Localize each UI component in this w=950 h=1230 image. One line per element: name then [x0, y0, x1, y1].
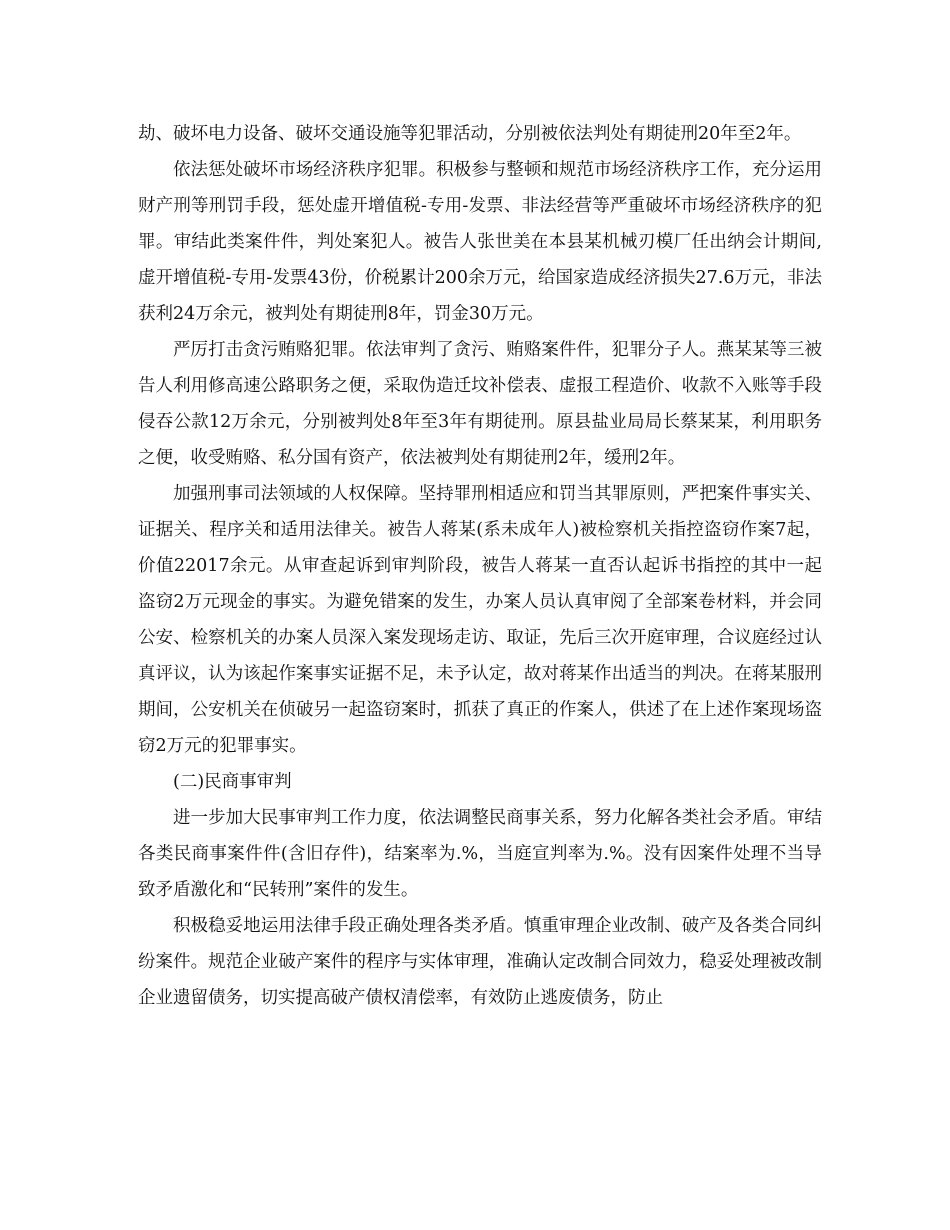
paragraph-market-order: 依法惩处破坏市场经济秩序犯罪。积极参与整顿和规范市场经济秩序工作，充分运用财产刑等刑罚手段，惩处虚开增值税-专用-发票、非法经营等严重破坏市场经济秩序的犯罪。审结此类案件件，判处案犯人。被告人张世美在本县某机械刃模厂任出纳会计期间,虚开增值税-专用-发票43份，价税累计200余万元，给国家造成经济损失27.6万元，非法获利24万余元，被判处有期徒刑8年，罚金30万元。 — [138, 160, 822, 324]
section-heading-civil-commercial: (二)民商事审判 — [173, 772, 292, 792]
document-body — [138, 116, 822, 1016]
paragraph-civil-trial: 进一步加大民事审判工作力度，依法调整民商事关系，努力化解各类社会矛盾。审结各类民商事案件件(含旧存件)，结案率为.%，当庭宣判率为.%。没有因案件处理不当导致矛盾激化和“民转刑”案件的发生。 — [138, 808, 822, 900]
paragraph-legal-means: 积极稳妥地运用法律手段正确处理各类矛盾。慎重审理企业改制、破产及各类合同纠纷案件。规范企业破产案件的程序与实体审理，准确认定改制合同效力，稳妥处理被改制企业遗留债务，切实提高破产债权清偿率，有效防止逃废债务，防止 — [138, 916, 822, 1008]
paragraph-continuation: 劫、破坏电力设备、破坏交通设施等犯罪活动，分别被依法判处有期徒刑20年至2年。 — [138, 124, 802, 144]
paragraph-corruption: 严厉打击贪污贿赂犯罪。依法审判了贪污、贿赂案件件，犯罪分子人。燕某某等三被告人利用修高速公路职务之便，采取伪造迁坟补偿表、虚报工程造价、收款不入账等手段侵吞公款12万余元，分别被判处8年至3年有期徒刑。原县盐业局局长蔡某某，利用职务之便，收受贿赂、私分国有资产，依法被判处有期徒刑2年，缓刑2年。 — [138, 340, 822, 468]
paragraph-human-rights: 加强刑事司法领域的人权保障。坚持罪刑相适应和罚当其罪原则，严把案件事实关、证据关、程序关和适用法律关。被告人蒋某(系未成年人)被检察机关指控盗窃作案7起，价值22017余元。从审查起诉到审判阶段，被告人蒋某一直否认起诉书指控的其中一起盗窃2万元现金的事实。为避免错案的发生，办案人员认真审阅了全部案卷材料，并会同公安、检察机关的办案人员深入案发现场走访、取证，先后三次开庭审理，合议庭经过认真评议，认为该起作案事实证据不足，未予认定，故对蒋某作出适当的判决。在蒋某服刑期间，公安机关在侦破另一起盗窃案时，抓获了真正的作案人，供述了在上述作案现场盗窃2万元的犯罪事实。 — [138, 484, 822, 756]
